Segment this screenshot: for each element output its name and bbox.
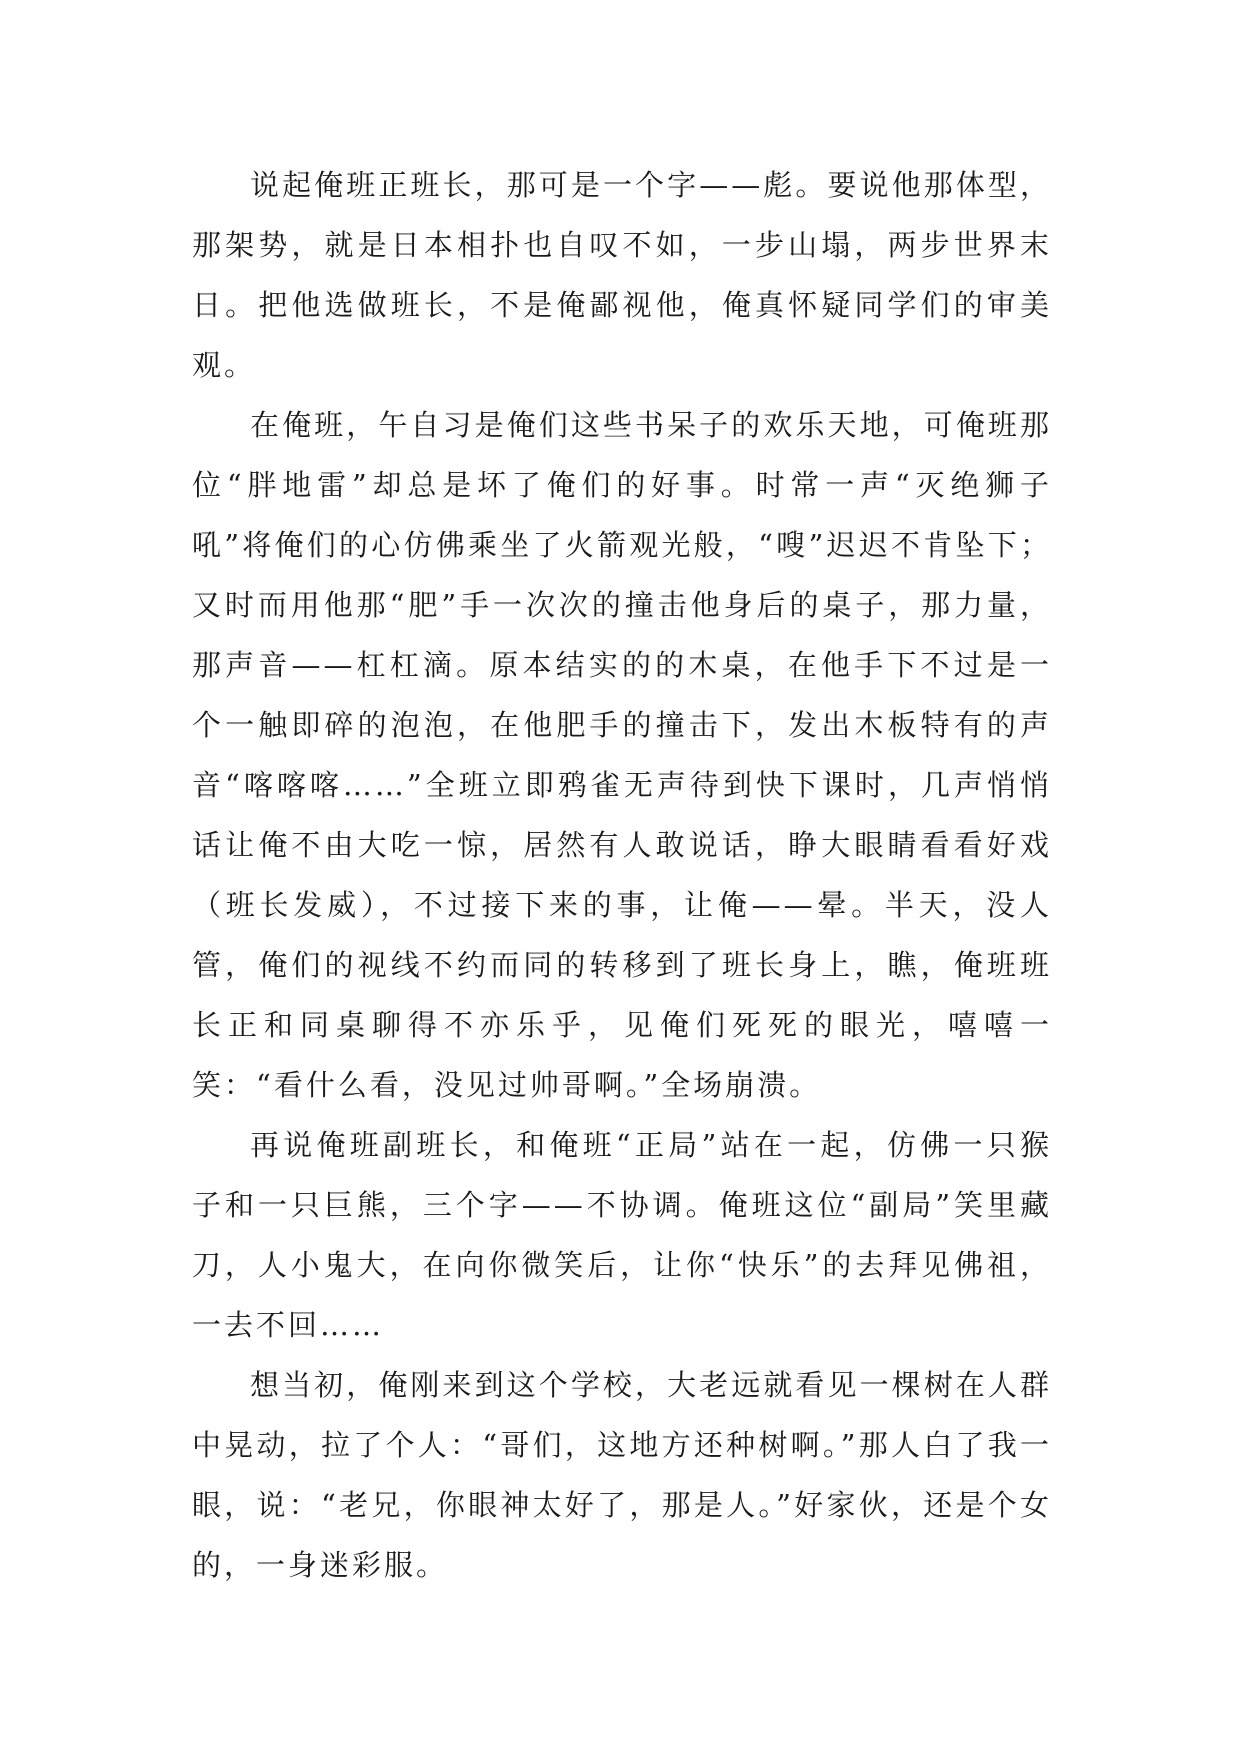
paragraph-1: 说起俺班正班长，那可是一个字——彪。要说他那体型，那架势，就是日本相扑也自叹不如，一步山塌，两步世界末日。把他选做班长，不是俺鄙视他，俺真怀疑同学们的审美观。: [192, 168, 1052, 382]
paragraph-4: 想当初，俺刚来到这个学校，大老远就看见一棵树在人群中晃动，拉了个人：“哥们，这地方还种树啊。”那人白了我一眼，说：“老兄，你眼神太好了，那是人。”好家伙，还是个女的，一身迷彩服。: [192, 1368, 1052, 1582]
paragraph-2: 在俺班，午自习是俺们这些书呆子的欢乐天地，可俺班那位“胖地雷”却总是坏了俺们的好事。时常一声“灭绝狮子吼”将俺们的心仿佛乘坐了火箭观光般，“嗖”迟迟不肯坠下；又时而用他那“肥”手一次次的撞击他身后的桌子，那力量，那声音——杠杠滴。原本结实的的木桌，在他手下不过是一个一触即碎的泡泡，在他肥手的撞击下，发出木板特有的声音“喀喀喀……”全班立即鸦雀无声待到快下课时，几声悄悄话让俺不由大吃一惊，居然有人敢说话，睁大眼睛看看好戏（班长发威），不过接下来的事，让俺——晕。半天，没人管，俺们的视线不约而同的转移到了班长身上，瞧，俺班班长正和同桌聊得不亦乐乎，见俺们死死的眼光，嘻嘻一笑：“看什么看，没见过帅哥啊。”全场崩溃。: [192, 408, 1052, 1102]
document-body: [192, 155, 1052, 1595]
paragraph-3: 再说俺班副班长，和俺班“正局”站在一起，仿佛一只猴子和一只巨熊，三个字——不协调。俺班这位“副局”笑里藏刀，人小鬼大，在向你微笑后，让你“快乐”的去拜见佛祖，一去不回……: [192, 1128, 1052, 1342]
